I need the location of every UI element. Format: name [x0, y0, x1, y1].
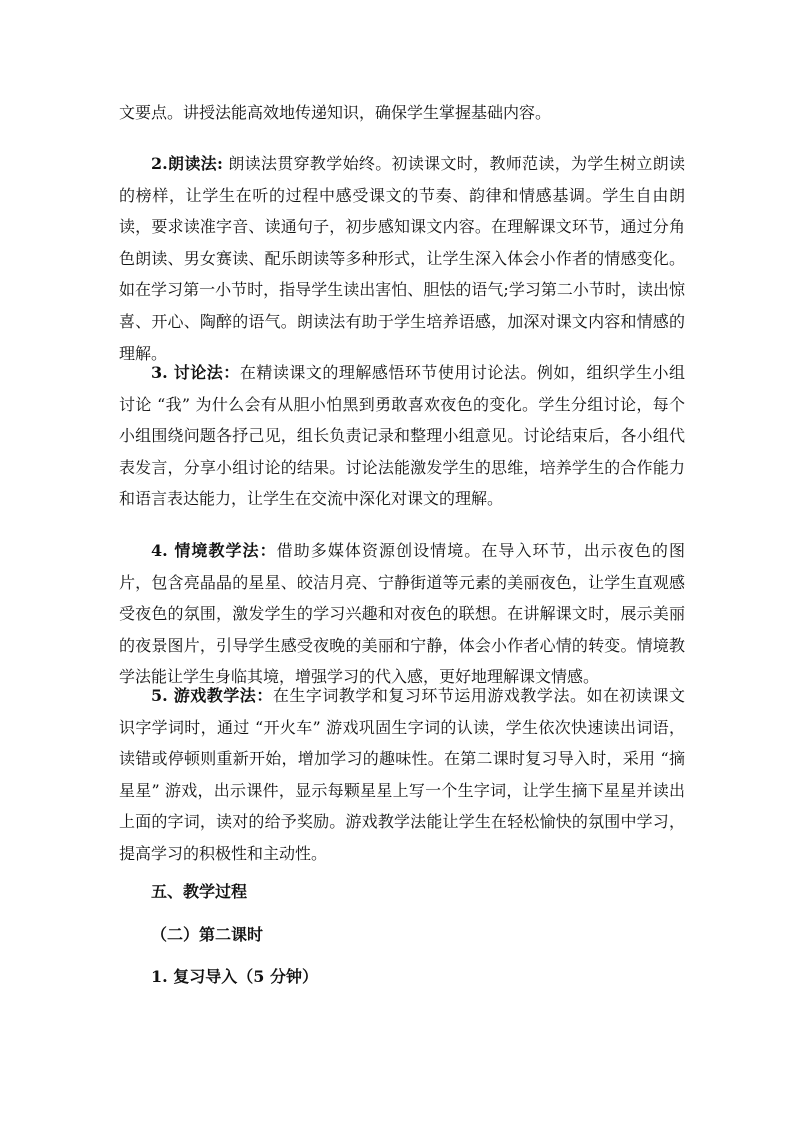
method-situational-paragraph [119, 535, 685, 693]
method-situational-label: 4. 情境教学法： [151, 541, 277, 560]
section-heading: 五、教学过程 [151, 882, 248, 901]
method-game-paragraph [119, 680, 685, 870]
method-game-label: 5. 游戏教学法： [151, 686, 273, 705]
method-situational-text: 借助多媒体资源创设情境。在导入环节，出示夜色的图片，包含亮晶晶的星星、皎洁月亮、宁静街道等元素的美丽夜色，让学生直观感受夜色的氛围，激发学生的学习兴趣和对夜色的联想。在讲解课文时，展示美丽的夜景图片，引导学生感受夜晚的美丽和宁静，体会小作者心情的转变。情境教学法能让学生身临其境，增强学习的代入感，更好地理解课文情感。 [119, 541, 685, 687]
method-discussion-paragraph [119, 357, 685, 515]
method-reading-label: 2.朗读法: [151, 154, 223, 173]
method-reading-paragraph [119, 148, 685, 369]
method-discussion-label: 3. 讨论法： [151, 363, 240, 382]
item-heading: 1. 复习导入（5 分钟） [151, 967, 318, 986]
subsection-heading: （二）第二课时 [151, 925, 264, 944]
method-game-text: 在生字词教学和复习环节运用游戏教学法。如在初读课文识字学词时，通过 “开火车” 游戏巩固生字词的认读，学生依次快速读出词语，读错或停顿则重新开始，增加学习的趣味性。在第二课时复习导入时，采用 “摘星星” 游戏，出示课件，显示每颗星星上写一个生字词，让学生摘下星星并读出上面的字词，读对的给予奖励。游戏教学法能让学生在轻松愉快的氛围中学习，提高学习的积极性和主动性。 [119, 686, 685, 863]
intro-paragraph: 文要点。讲授法能高效地传递知识，确保学生掌握基础内容。 [119, 103, 552, 122]
method-discussion-text: 在精读课文的理解感悟环节使用讨论法。例如，组织学生小组讨论 “我” 为什么会有从胆小怕黑到勇敢喜欢夜色的变化。学生分组讨论，每个小组围绕问题各抒己见，组长负责记录和整理小组意见。讨论结束后，各小组代表发言，分享小组讨论的结果。讨论法能激发学生的思维，培养学生的合作能力和语言表达能力，让学生在交流中深化对课文的理解。 [119, 363, 685, 509]
method-reading-text: 朗读法贯穿教学始终。初读课文时，教师范读，为学生树立朗读的榜样，让学生在听的过程中感受课文的节奏、韵律和情感基调。学生自由朗读，要求读准字音、读通句子，初步感知课文内容。在理解课文环节，通过分角色朗读、男女赛读、配乐朗读等多种形式，让学生深入体会小作者的情感变化。如在学习第一小节时，指导学生读出害怕、胆怯的语气;学习第二小节时，读出惊喜、开心、陶醉的语气。朗读法有助于学生培养语感，加深对课文内容和情感的理解。 [119, 154, 685, 363]
